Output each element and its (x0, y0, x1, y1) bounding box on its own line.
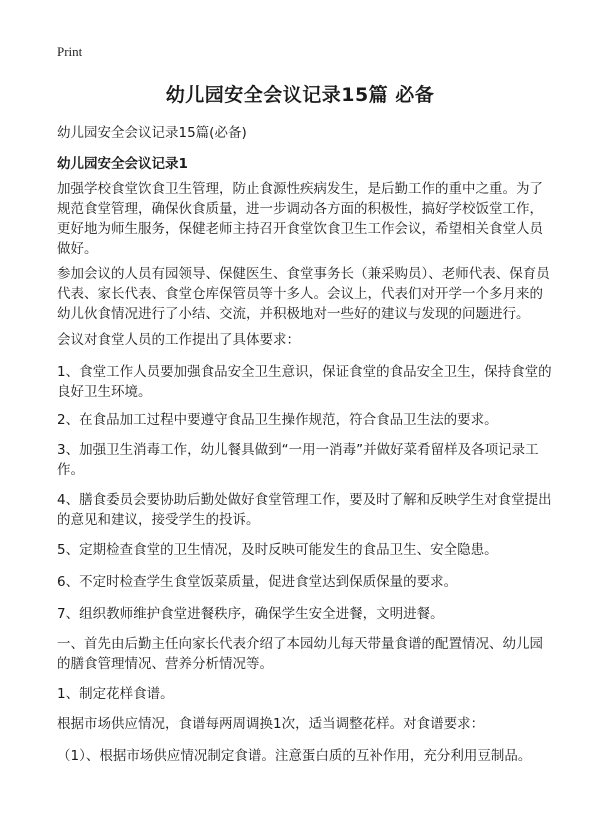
page-title: 幼儿园安全会议记录15篇 必备 (165, 84, 435, 106)
list-item: 5、定期检查食堂的卫生情况，及时反映可能发生的食品卫生、安全隐患。 (57, 542, 498, 558)
list-item: 1、制定花样食谱。 (57, 686, 174, 702)
paragraph: 会议对食堂人员的工作提出了具体要求： (57, 332, 300, 348)
section-heading: 幼儿园安全会议记录1 (57, 156, 188, 172)
list-item: 1、食堂工作人员要加强食品安全卫生意识，保证食堂的食品安全卫生，保持食堂的良好卫生环境。 (57, 364, 552, 400)
document-subtitle: 幼儿园安全会议记录15篇(必备) (57, 125, 247, 141)
list-item: 7、组织教师维护食堂进餐秩序，确保学生安全进餐，文明进餐。 (57, 606, 444, 622)
paragraph: 参加会议的人员有园领导、保健医生、食堂事务长（兼采购员）、老师代表、保育员代表、家长代表、食堂仓库保管员等十多人。会议上，代表们对开学一个多月来的幼儿伙食情况进行了小结、交流，并积极地对一些好的建议与发现的问题进行。 (57, 266, 550, 322)
paragraph: 根据市场供应情况，食谱每两周调换1次，适当调整花样。对食谱要求： (57, 716, 485, 732)
list-item: 6、不定时检查学生食堂饭菜质量，促进食堂达到保质保量的要求。 (57, 574, 458, 590)
print-link[interactable]: Print (57, 44, 83, 59)
paragraph: 一、首先由后勤主任向家长代表介绍了本园幼儿每天带量食谱的配置情况、幼儿园的膳食管理情况、营养分析情况等。 (57, 636, 543, 672)
list-item: （1）、根据市场供应情况制定食谱。注意蛋白质的互补作用，充分利用豆制品。 (57, 748, 532, 764)
list-item: 3、加强卫生消毒工作，幼儿餐具做到“一用一消毒”并做好菜肴留样及各项记录工作。 (57, 442, 539, 478)
list-item: 4、膳食委员会要协助后勤处做好食堂管理工作，要及时了解和反映学生对食堂提出的意见和建议，接受学生的投诉。 (57, 492, 552, 528)
list-item: 2、在食品加工过程中要遵守食品卫生操作规范，符合食品卫生法的要求。 (57, 412, 498, 428)
paragraph: 加强学校食堂饮食卫生管理，防止食源性疾病发生，是后勤工作的重中之重。为了规范食堂管理，确保伙食质量，进一步调动各方面的积极性，搞好学校饭堂工作，更好地为师生服务，保健老师主持召开食堂饮食卫生工作会议，希望相关食堂人员做好。 (57, 181, 543, 257)
